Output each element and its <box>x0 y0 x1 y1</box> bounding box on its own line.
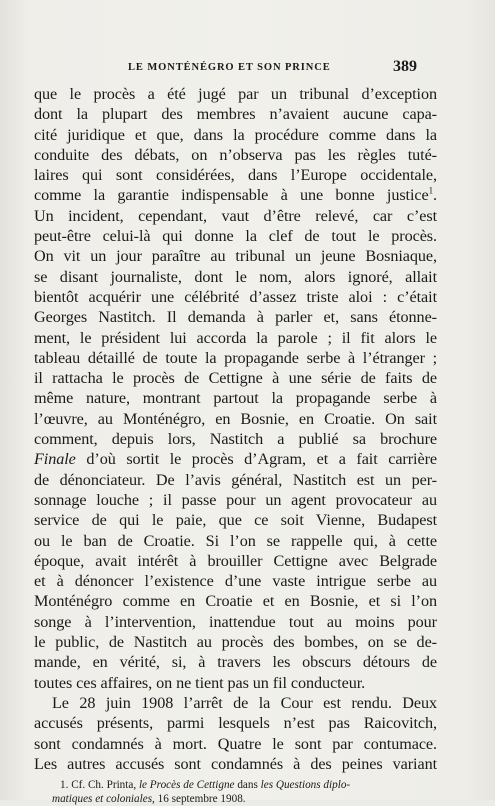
running-head-title: LE MONTÉNÉGRO ET SON PRINCE <box>128 62 331 73</box>
text-line: comment, depuis lors, Nastitch a publié sa brochure <box>34 430 437 449</box>
text-line: Monténégro comme en Croatie et en Bosnie, et si l’on <box>34 592 437 611</box>
body-text <box>30 84 465 774</box>
text-line: mande, en vérité, si, à travers les obscurs détours de <box>34 653 437 672</box>
footnote-connector: dans <box>237 779 258 792</box>
text-line: songe à l’intervention, inattendue tout au moins pour <box>34 612 437 631</box>
footnote-marker: 1. <box>60 779 69 792</box>
text-line: que le procès a été jugé par un tribunal d’exception <box>34 85 437 103</box>
text-line: tableau détaillé de toute la propagande serbe à l’étranger ; <box>34 348 437 367</box>
footnote-title: le Procès de Cettigne <box>138 779 235 792</box>
text-line: bientôt acquérir une célébrité d’assez triste aloi : c’était <box>34 287 437 306</box>
footnote-reference: 1 <box>428 186 434 197</box>
text-line: se disant journaliste, dont le nom, alors ignoré, allait <box>34 267 437 286</box>
text-line: sonnage louche ; il passe pour un agent provocateur au <box>34 490 437 509</box>
text-line: l’œuvre, au Monténégro, en Bosnie, en Croatie. On sait <box>34 409 437 428</box>
text-line: laires qui sont considérées, dans l’Europe occidentale, <box>34 166 437 185</box>
text-line: service de qui le paie, que ce soit Vienne, Budapest <box>34 511 437 530</box>
text-line: peut-être celui-là qui donne la clef de tout le procès. <box>34 227 437 246</box>
footnote-journal-cont: matiques et coloniales, <box>52 793 155 806</box>
text-line: comme la garantie indispensable à une bonne justice$^1$. <box>34 186 437 205</box>
text-line: époque, avait intérêt à brouiller Cettigne avec Belgrade <box>34 551 437 570</box>
text-line: Georges Nastitch. Il demanda à parler et, sans étonne- <box>34 308 437 327</box>
running-head <box>30 58 465 80</box>
text-line-content: comme la garantie indispensable à une bonne justice <box>34 186 429 205</box>
text-line: et à dénoncer l’existence d’une vaste intrigue serbe au <box>34 572 437 591</box>
text-line: Les autres accusés sont condamnés à des peines variant <box>34 754 437 773</box>
text-line: Un incident, cependant, vaut d’être relevé, car c’est <box>34 206 437 225</box>
text-line: On vit un jour paraître au tribunal un jeune Bosniaque, <box>34 247 437 266</box>
footnote-journal: les Questions diplo- <box>260 779 351 792</box>
text-line <box>34 449 437 469</box>
footnote <box>30 778 465 806</box>
brochure-title: Finale <box>34 450 76 469</box>
text-line-content: d’où sortit le procès d’Agram, et a fait carrière <box>86 450 437 469</box>
footnote-line <box>52 778 415 792</box>
text-line: ment, le président lui accorda la parole ; il fit alors le <box>34 328 437 347</box>
text-line: conduite des débats, on n’observa pas les règles tuté- <box>34 145 437 164</box>
text-line: ou le ban de Croatie. Si l’on se rappelle qui, à cette <box>34 531 437 550</box>
text-line: même nature, montrant partout la propagande serbe à <box>34 389 437 408</box>
text-line: Le 28 juin 1908 l’arrêt de la Cour est rendu. Deux <box>52 693 437 712</box>
text-line: accusés présents, parmi lesquels n’est pas Raicovitch, <box>34 714 437 733</box>
footnote-date: 16 septembre 1908. <box>157 793 246 806</box>
text-line: il rattacha le procès de Cettigne à une série de faits de <box>34 369 437 388</box>
text-line: de dénonciateur. De l’avis général, Nastitch est un per- <box>34 470 437 489</box>
text-line: dont la plupart des membres n’avaient aucune capa- <box>34 105 437 124</box>
footnote-author: Cf. Ch. Printa, <box>71 779 137 792</box>
page-number: 389 <box>393 58 417 75</box>
text-line: toutes ces affaires, on ne tient pas un fil conducteur. <box>34 673 366 692</box>
footnote-line <box>52 792 415 806</box>
text-line: le public, de Nastitch au procès des bombes, on se de- <box>34 633 437 652</box>
text-line: cité juridique et que, dans la procédure comme dans la <box>34 125 437 144</box>
text-line: sont condamnés à mort. Quatre le sont par contumace. <box>34 734 437 753</box>
